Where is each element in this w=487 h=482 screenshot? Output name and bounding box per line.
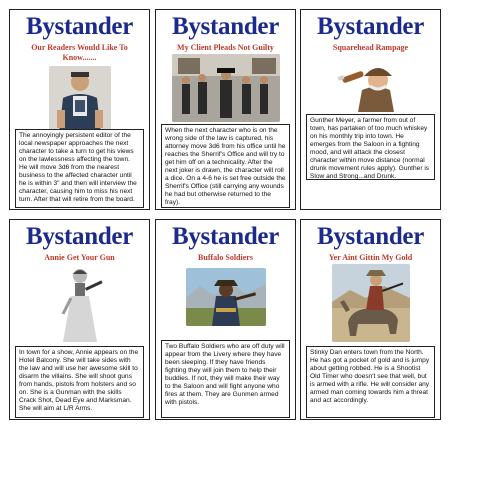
drunk-farmer-cartoon-icon <box>336 60 406 112</box>
card-rules-text: The annoyingly persistent editor of the local newspaper approaches the next character to take a turn to get his views on the lawlessness affecting the town. He will move 3d6 from the nearest business to the affected character until he is within 3" and then will interview the character, causing him to miss his next turn. After that will retire from the board. <box>15 129 144 208</box>
bystander-card-2[interactable] <box>155 9 296 210</box>
card-rules-text: In town for a show, Annie appears on the Hotel Balcony. She will take sides with the law and will use her awesome skill to disarm the villains. She will shoot guns from hands, pistols from holsters and so on. She is a Gunman with the skills Crack Shot, Dead Eye and Marksman. She will aim at L/R Arms. <box>15 346 144 418</box>
card-rules-text: Gunther Meyer, a farmer from out of town, has partaken of too much whiskey on his monthly trip into town. He emerges from the Saloon in a fighting mood, and will attack the closest character within move distance (normal drunk movement rules apply). Gunther is Slow and Strong...and Drunk. <box>306 114 435 180</box>
card-rules-text: Two Buffalo Soldiers who are off duty will appear from the Livery where they have been sleeping. If they have friends fighting they will join them to help their buddies. If not, they will make their way to the Saloon and will fight anyone who fires at them. They are Gunmen armed with pistols. <box>161 340 290 418</box>
card-subtitle: Yer Aint Gittin My Gold <box>328 253 413 262</box>
bystander-card-1[interactable] <box>9 9 150 210</box>
card-rules-text: When the next character who is on the wrong side of the law is captured, his attorney move 3d6 from his office until he reaches the Sherrif's Office and will try to get him off on a technicality. After the next joker is drawn, the character will roll a dice. On a 4-6 he is set free outside the Sherrif's Office (still carrying any wounds he had but otherwise returned to the fray). <box>161 124 290 208</box>
bystander-card-5[interactable] <box>155 219 296 420</box>
attorney-street-scene-icon <box>172 54 280 122</box>
card-subtitle: Squarehead Rampage <box>332 43 409 52</box>
old-prospector-on-mule-icon <box>332 264 410 342</box>
annie-oakley-portrait-icon <box>53 266 107 342</box>
card-subtitle: Buffalo Soldiers <box>198 253 253 262</box>
bystander-card-3[interactable] <box>300 9 441 210</box>
bystander-card-4[interactable] <box>9 219 150 420</box>
newspaper-editor-portrait-icon <box>49 66 111 134</box>
card-title: Bystander <box>316 13 425 40</box>
card-title: Bystander <box>171 223 280 250</box>
bystander-card-6[interactable] <box>300 219 441 420</box>
card-title: Bystander <box>171 13 280 40</box>
card-rules-text: Stinky Dan enters town from the North. He has got a pocket of gold and is jumpy about getting robbed. He is a Shootist Old Timer who doesn't see that well, but is armed with a rifle. He will consider any armed man coming towards him a threat and act accordingly. <box>306 346 435 418</box>
buffalo-soldier-painting-icon <box>186 268 266 326</box>
card-title: Bystander <box>25 223 134 250</box>
card-title: Bystander <box>316 223 425 250</box>
card-subtitle: My Client Pleads Not Guilty <box>177 43 274 52</box>
card-subtitle: Our Readers Would Like To Know....... <box>31 43 128 62</box>
card-subtitle: Annie Get Your Gun <box>44 253 115 262</box>
card-title: Bystander <box>25 13 134 40</box>
